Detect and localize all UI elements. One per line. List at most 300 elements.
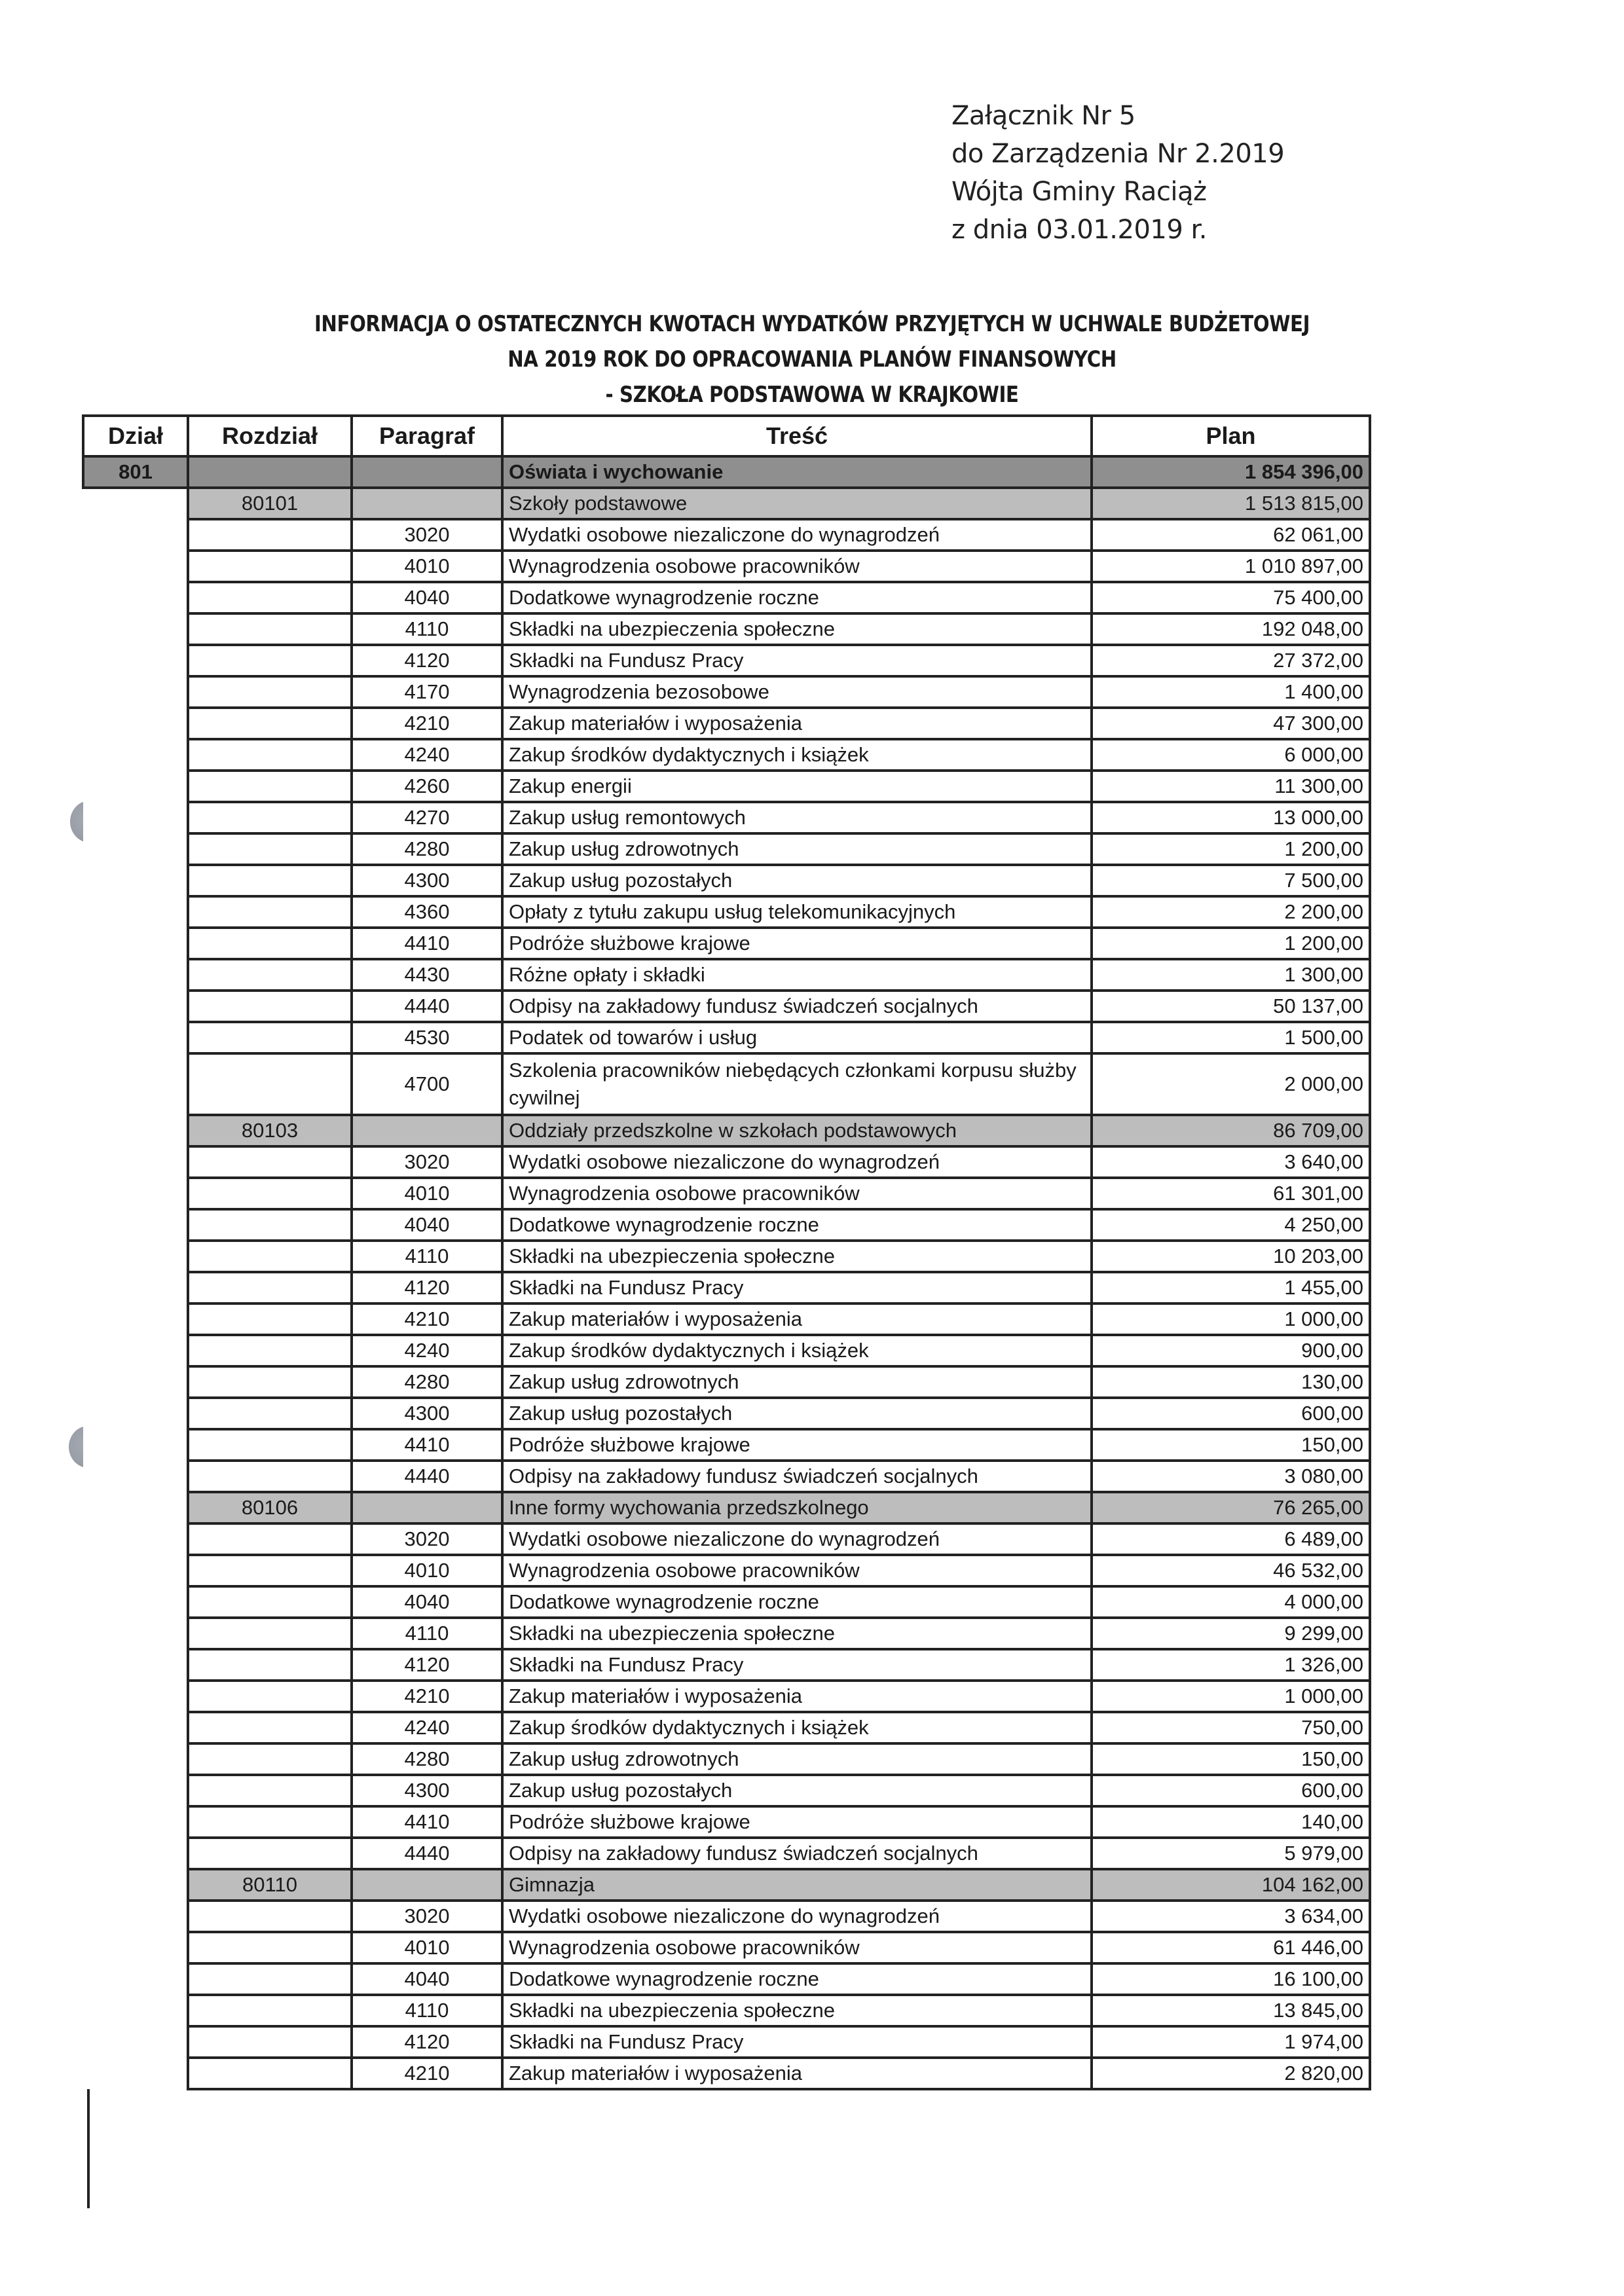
table-row bbox=[83, 1775, 1370, 1806]
paragraf-description: Podróże służbowe krajowe bbox=[502, 928, 1092, 959]
table-row bbox=[83, 2026, 1370, 2058]
empty-cell bbox=[83, 896, 188, 928]
paragraf-plan: 4 000,00 bbox=[1092, 1586, 1370, 1618]
empty-cell bbox=[188, 1743, 352, 1775]
rozdzial-name: Oddziały przedszkolne w szkołach podstawowych bbox=[502, 1115, 1092, 1146]
empty-cell bbox=[188, 1649, 352, 1681]
paragraf-code: 3020 bbox=[352, 1901, 502, 1932]
header-plan: Plan bbox=[1092, 416, 1370, 456]
empty-cell bbox=[83, 1555, 188, 1586]
header-rozdzial: Rozdział bbox=[188, 416, 352, 456]
table-row bbox=[83, 833, 1370, 865]
empty-cell bbox=[188, 1429, 352, 1461]
empty-cell bbox=[83, 1586, 188, 1618]
paragraf-plan: 27 372,00 bbox=[1092, 645, 1370, 676]
annex-date: z dnia 03.01.2019 r. bbox=[951, 215, 1208, 245]
empty-cell bbox=[188, 519, 352, 551]
empty-cell bbox=[83, 1712, 188, 1743]
table-row bbox=[83, 1901, 1370, 1932]
empty-cell bbox=[188, 1806, 352, 1838]
paragraf-code: 4360 bbox=[352, 896, 502, 928]
title-line-1: INFORMACJA O OSTATECZNYCH KWOTACH WYDATKÓW PRZYJĘTYCH W UCHWALE BUDŻETOWEJ bbox=[314, 311, 1310, 337]
table-row bbox=[83, 1932, 1370, 1963]
paragraf-code: 3020 bbox=[352, 1523, 502, 1555]
paragraf-plan: 75 400,00 bbox=[1092, 582, 1370, 613]
empty-cell bbox=[188, 802, 352, 833]
paragraf-plan: 150,00 bbox=[1092, 1743, 1370, 1775]
paragraf-code: 4040 bbox=[352, 1963, 502, 1995]
paragraf-description: Zakup materiałów i wyposażenia bbox=[502, 2058, 1092, 2089]
empty-cell bbox=[188, 1398, 352, 1429]
paragraf-description: Składki na ubezpieczenia społeczne bbox=[502, 1241, 1092, 1272]
empty-cell bbox=[83, 582, 188, 613]
paragraf-plan: 46 532,00 bbox=[1092, 1555, 1370, 1586]
paragraf-code: 4280 bbox=[352, 1366, 502, 1398]
empty-cell bbox=[188, 1681, 352, 1712]
table-row bbox=[83, 1366, 1370, 1398]
paragraf-description: Odpisy na zakładowy fundusz świadczeń socjalnych bbox=[502, 1461, 1092, 1492]
empty-cell bbox=[83, 1429, 188, 1461]
rozdzial-code: 80103 bbox=[188, 1115, 352, 1146]
empty-cell bbox=[83, 1461, 188, 1492]
paragraf-code: 3020 bbox=[352, 519, 502, 551]
paragraf-plan: 16 100,00 bbox=[1092, 1963, 1370, 1995]
paragraf-plan: 3 080,00 bbox=[1092, 1461, 1370, 1492]
paragraf-description: Wynagrodzenia osobowe pracowników bbox=[502, 551, 1092, 582]
table-row bbox=[83, 1209, 1370, 1241]
annex-order: do Zarządzenia Nr 2.2019 bbox=[951, 139, 1285, 169]
table-row bbox=[83, 1523, 1370, 1555]
table-row bbox=[83, 1963, 1370, 1995]
empty-cell bbox=[188, 582, 352, 613]
table-row bbox=[83, 959, 1370, 991]
table-row bbox=[83, 1995, 1370, 2026]
paragraf-plan: 11 300,00 bbox=[1092, 771, 1370, 802]
paragraf-plan: 1 300,00 bbox=[1092, 959, 1370, 991]
empty-cell bbox=[83, 833, 188, 865]
paragraf-code: 4120 bbox=[352, 645, 502, 676]
paragraf-description: Zakup usług pozostałych bbox=[502, 1398, 1092, 1429]
empty-cell bbox=[83, 708, 188, 739]
paragraf-plan: 130,00 bbox=[1092, 1366, 1370, 1398]
empty-cell bbox=[83, 1398, 188, 1429]
paragraf-plan: 50 137,00 bbox=[1092, 991, 1370, 1022]
empty-cell bbox=[188, 1461, 352, 1492]
empty-cell bbox=[83, 1743, 188, 1775]
empty-cell bbox=[83, 2058, 188, 2089]
rozdzial-row bbox=[83, 488, 1370, 519]
rozdzial-row bbox=[83, 1869, 1370, 1901]
paragraf-code: 4300 bbox=[352, 1775, 502, 1806]
table-row bbox=[83, 1712, 1370, 1743]
empty-cell bbox=[188, 1963, 352, 1995]
empty-cell bbox=[188, 1178, 352, 1209]
table-row bbox=[83, 2058, 1370, 2089]
paragraf-plan: 6 000,00 bbox=[1092, 739, 1370, 771]
paragraf-plan: 1 455,00 bbox=[1092, 1272, 1370, 1303]
empty-cell bbox=[83, 676, 188, 708]
paragraf-plan: 13 845,00 bbox=[1092, 1995, 1370, 2026]
empty-cell bbox=[188, 1712, 352, 1743]
empty-cell bbox=[83, 1995, 188, 2026]
table-row bbox=[83, 896, 1370, 928]
table-row bbox=[83, 551, 1370, 582]
empty-cell bbox=[83, 1901, 188, 1932]
paragraf-description: Dodatkowe wynagrodzenie roczne bbox=[502, 582, 1092, 613]
paragraf-description: Wydatki osobowe niezaliczone do wynagrodzeń bbox=[502, 1523, 1092, 1555]
empty-cell bbox=[83, 1209, 188, 1241]
paragraf-code: 4280 bbox=[352, 833, 502, 865]
empty-cell bbox=[83, 1649, 188, 1681]
empty-cell bbox=[188, 1146, 352, 1178]
paragraf-plan: 150,00 bbox=[1092, 1429, 1370, 1461]
empty-cell bbox=[83, 1115, 188, 1146]
paragraf-description: Składki na Fundusz Pracy bbox=[502, 1649, 1092, 1681]
title-line-3: - SZKOŁA PODSTAWOWA W KRAJKOWIE bbox=[605, 382, 1019, 408]
paragraf-code: 4210 bbox=[352, 1681, 502, 1712]
empty-cell bbox=[83, 613, 188, 645]
paragraf-description: Zakup usług zdrowotnych bbox=[502, 1366, 1092, 1398]
paragraf-description: Odpisy na zakładowy fundusz świadczeń socjalnych bbox=[502, 991, 1092, 1022]
paragraf-description: Odpisy na zakładowy fundusz świadczeń socjalnych bbox=[502, 1838, 1092, 1869]
paragraf-description: Dodatkowe wynagrodzenie roczne bbox=[502, 1209, 1092, 1241]
table-row bbox=[83, 1303, 1370, 1335]
dzial-name: Oświata i wychowanie bbox=[502, 456, 1092, 488]
empty-cell bbox=[83, 1022, 188, 1053]
empty-cell bbox=[188, 1209, 352, 1241]
empty-cell bbox=[83, 519, 188, 551]
paragraf-description: Zakup usług pozostałych bbox=[502, 865, 1092, 896]
table-row bbox=[83, 1649, 1370, 1681]
paragraf-code: 4210 bbox=[352, 708, 502, 739]
table-row bbox=[83, 708, 1370, 739]
empty-cell bbox=[83, 1806, 188, 1838]
paragraf-code: 4440 bbox=[352, 1838, 502, 1869]
paragraf-code: 4300 bbox=[352, 1398, 502, 1429]
paragraf-plan: 4 250,00 bbox=[1092, 1209, 1370, 1241]
annex-reference bbox=[951, 97, 1284, 249]
rozdzial-row bbox=[83, 1115, 1370, 1146]
paragraf-code: 4110 bbox=[352, 1995, 502, 2026]
empty-cell bbox=[83, 1932, 188, 1963]
paragraf-code: 4430 bbox=[352, 959, 502, 991]
paragraf-description: Wydatki osobowe niezaliczone do wynagrodzeń bbox=[502, 1146, 1092, 1178]
paragraf-code: 4040 bbox=[352, 582, 502, 613]
empty-cell bbox=[83, 488, 188, 519]
paragraf-code: 4010 bbox=[352, 551, 502, 582]
rozdzial-plan: 1 513 815,00 bbox=[1092, 488, 1370, 519]
table-header-row bbox=[83, 416, 1370, 456]
rozdzial-name: Inne formy wychowania przedszkolnego bbox=[502, 1492, 1092, 1523]
paragraf-plan: 1 400,00 bbox=[1092, 676, 1370, 708]
paragraf-code: 4280 bbox=[352, 1743, 502, 1775]
empty-cell bbox=[188, 1932, 352, 1963]
paragraf-plan: 1 326,00 bbox=[1092, 1649, 1370, 1681]
empty-cell bbox=[352, 1115, 502, 1146]
table-row bbox=[83, 676, 1370, 708]
empty-cell bbox=[188, 833, 352, 865]
empty-cell bbox=[83, 1618, 188, 1649]
paragraf-code: 4260 bbox=[352, 771, 502, 802]
paragraf-plan: 1 200,00 bbox=[1092, 833, 1370, 865]
table-row bbox=[83, 1555, 1370, 1586]
empty-cell bbox=[83, 645, 188, 676]
empty-cell bbox=[83, 1492, 188, 1523]
empty-cell bbox=[188, 1775, 352, 1806]
paragraf-plan: 3 640,00 bbox=[1092, 1146, 1370, 1178]
empty-cell bbox=[83, 1838, 188, 1869]
paragraf-code: 4010 bbox=[352, 1932, 502, 1963]
table-row bbox=[83, 1178, 1370, 1209]
paragraf-plan: 1 500,00 bbox=[1092, 1022, 1370, 1053]
paragraf-code: 4210 bbox=[352, 1303, 502, 1335]
paragraf-description: Zakup usług remontowych bbox=[502, 802, 1092, 833]
rozdzial-plan: 76 265,00 bbox=[1092, 1492, 1370, 1523]
rozdzial-code: 80106 bbox=[188, 1492, 352, 1523]
empty-cell bbox=[83, 1869, 188, 1901]
empty-cell bbox=[83, 1335, 188, 1366]
empty-cell bbox=[188, 708, 352, 739]
paragraf-description: Wynagrodzenia bezosobowe bbox=[502, 676, 1092, 708]
paragraf-code: 4440 bbox=[352, 1461, 502, 1492]
empty-cell bbox=[83, 928, 188, 959]
paragraf-description: Składki na ubezpieczenia społeczne bbox=[502, 1618, 1092, 1649]
table-row bbox=[83, 1838, 1370, 1869]
paragraf-description: Składki na Fundusz Pracy bbox=[502, 1272, 1092, 1303]
table-row bbox=[83, 1241, 1370, 1272]
dzial-code: 801 bbox=[83, 456, 188, 488]
header-paragraf: Paragraf bbox=[352, 416, 502, 456]
paragraf-plan: 5 979,00 bbox=[1092, 1838, 1370, 1869]
table-row bbox=[83, 1272, 1370, 1303]
empty-cell bbox=[188, 1523, 352, 1555]
paragraf-description: Szkolenia pracowników niebędących członkami korpusu służby cywilnej bbox=[502, 1053, 1092, 1115]
paragraf-description: Zakup środków dydaktycznych i książek bbox=[502, 1712, 1092, 1743]
paragraf-description: Dodatkowe wynagrodzenie roczne bbox=[502, 1963, 1092, 1995]
paragraf-plan: 140,00 bbox=[1092, 1806, 1370, 1838]
empty-cell bbox=[352, 1492, 502, 1523]
empty-cell bbox=[188, 613, 352, 645]
table-row bbox=[83, 928, 1370, 959]
empty-cell bbox=[83, 1241, 188, 1272]
paragraf-plan: 13 000,00 bbox=[1092, 802, 1370, 833]
table-row bbox=[83, 1053, 1370, 1115]
empty-cell bbox=[188, 771, 352, 802]
empty-cell bbox=[188, 1838, 352, 1869]
table-row bbox=[83, 1461, 1370, 1492]
paragraf-plan: 2 200,00 bbox=[1092, 896, 1370, 928]
empty-cell bbox=[188, 1995, 352, 2026]
header-tresc: Treść bbox=[502, 416, 1092, 456]
table-row bbox=[83, 1743, 1370, 1775]
paragraf-description: Podatek od towarów i usług bbox=[502, 1022, 1092, 1053]
empty-cell bbox=[188, 551, 352, 582]
empty-cell bbox=[188, 865, 352, 896]
empty-cell bbox=[188, 1555, 352, 1586]
table-row bbox=[83, 865, 1370, 896]
empty-cell bbox=[83, 771, 188, 802]
annex-number: Załącznik Nr 5 bbox=[951, 101, 1135, 131]
empty-cell bbox=[188, 2058, 352, 2089]
rozdzial-name: Gimnazja bbox=[502, 1869, 1092, 1901]
paragraf-code: 4240 bbox=[352, 739, 502, 771]
paragraf-plan: 2 820,00 bbox=[1092, 2058, 1370, 2089]
table-row bbox=[83, 1681, 1370, 1712]
table-row bbox=[83, 1022, 1370, 1053]
paragraf-code: 4440 bbox=[352, 991, 502, 1022]
paragraf-code: 4240 bbox=[352, 1335, 502, 1366]
empty-cell bbox=[188, 1241, 352, 1272]
empty-cell bbox=[188, 1272, 352, 1303]
header-dzial: Dział bbox=[83, 416, 188, 456]
empty-cell bbox=[83, 1963, 188, 1995]
paragraf-description: Zakup środków dydaktycznych i książek bbox=[502, 739, 1092, 771]
paragraf-description: Wynagrodzenia osobowe pracowników bbox=[502, 1178, 1092, 1209]
paragraf-code: 4110 bbox=[352, 1241, 502, 1272]
paragraf-code: 4270 bbox=[352, 802, 502, 833]
empty-cell bbox=[83, 1146, 188, 1178]
paragraf-code: 4410 bbox=[352, 1429, 502, 1461]
rozdzial-name: Szkoły podstawowe bbox=[502, 488, 1092, 519]
paragraf-code: 4110 bbox=[352, 613, 502, 645]
paragraf-plan: 3 634,00 bbox=[1092, 1901, 1370, 1932]
paragraf-description: Wydatki osobowe niezaliczone do wynagrodzeń bbox=[502, 519, 1092, 551]
table-row bbox=[83, 519, 1370, 551]
empty-cell bbox=[188, 991, 352, 1022]
empty-cell bbox=[83, 959, 188, 991]
table-row bbox=[83, 613, 1370, 645]
paragraf-description: Zakup energii bbox=[502, 771, 1092, 802]
paragraf-plan: 1 000,00 bbox=[1092, 1681, 1370, 1712]
empty-cell bbox=[188, 645, 352, 676]
paragraf-plan: 600,00 bbox=[1092, 1398, 1370, 1429]
paragraf-plan: 10 203,00 bbox=[1092, 1241, 1370, 1272]
paragraf-description: Wynagrodzenia osobowe pracowników bbox=[502, 1555, 1092, 1586]
empty-cell bbox=[188, 739, 352, 771]
paragraf-plan: 600,00 bbox=[1092, 1775, 1370, 1806]
rozdzial-row bbox=[83, 1492, 1370, 1523]
paragraf-code: 4120 bbox=[352, 1649, 502, 1681]
paragraf-plan: 1 200,00 bbox=[1092, 928, 1370, 959]
empty-cell bbox=[83, 802, 188, 833]
paragraf-code: 4110 bbox=[352, 1618, 502, 1649]
paragraf-code: 4530 bbox=[352, 1022, 502, 1053]
empty-cell bbox=[83, 1366, 188, 1398]
empty-cell bbox=[352, 1869, 502, 1901]
rozdzial-code: 80110 bbox=[188, 1869, 352, 1901]
empty-cell bbox=[83, 1272, 188, 1303]
paragraf-plan: 7 500,00 bbox=[1092, 865, 1370, 896]
empty-cell bbox=[188, 456, 352, 488]
paragraf-code: 4700 bbox=[352, 1053, 502, 1115]
empty-cell bbox=[188, 1335, 352, 1366]
table-row bbox=[83, 1398, 1370, 1429]
paragraf-description: Zakup środków dydaktycznych i książek bbox=[502, 1335, 1092, 1366]
empty-cell bbox=[188, 676, 352, 708]
annex-issuer: Wójta Gminy Raciąż bbox=[951, 177, 1207, 207]
empty-cell bbox=[83, 551, 188, 582]
paragraf-code: 4040 bbox=[352, 1586, 502, 1618]
empty-cell bbox=[188, 959, 352, 991]
paragraf-plan: 6 489,00 bbox=[1092, 1523, 1370, 1555]
paragraf-plan: 61 446,00 bbox=[1092, 1932, 1370, 1963]
paragraf-description: Składki na Fundusz Pracy bbox=[502, 2026, 1092, 2058]
table-row bbox=[83, 1586, 1370, 1618]
empty-cell bbox=[188, 896, 352, 928]
paragraf-plan: 2 000,00 bbox=[1092, 1053, 1370, 1115]
empty-cell bbox=[83, 1523, 188, 1555]
paragraf-code: 4300 bbox=[352, 865, 502, 896]
rozdzial-plan: 104 162,00 bbox=[1092, 1869, 1370, 1901]
empty-cell bbox=[83, 2026, 188, 2058]
paragraf-code: 4240 bbox=[352, 1712, 502, 1743]
paragraf-code: 4010 bbox=[352, 1178, 502, 1209]
document-title bbox=[0, 306, 1624, 412]
paragraf-code: 4120 bbox=[352, 1272, 502, 1303]
paragraf-plan: 1 010 897,00 bbox=[1092, 551, 1370, 582]
table-row bbox=[83, 1335, 1370, 1366]
rozdzial-plan: 86 709,00 bbox=[1092, 1115, 1370, 1146]
empty-cell bbox=[83, 1681, 188, 1712]
empty-cell bbox=[188, 1053, 352, 1115]
paragraf-code: 4210 bbox=[352, 2058, 502, 2089]
paragraf-plan: 1 000,00 bbox=[1092, 1303, 1370, 1335]
empty-cell bbox=[83, 1775, 188, 1806]
empty-cell bbox=[188, 2026, 352, 2058]
table-row bbox=[83, 645, 1370, 676]
paragraf-plan: 62 061,00 bbox=[1092, 519, 1370, 551]
paragraf-description: Wydatki osobowe niezaliczone do wynagrodzeń bbox=[502, 1901, 1092, 1932]
paragraf-description: Zakup usług pozostałych bbox=[502, 1775, 1092, 1806]
empty-cell bbox=[188, 1022, 352, 1053]
paragraf-description: Zakup usług zdrowotnych bbox=[502, 833, 1092, 865]
dzial-row bbox=[83, 456, 1370, 488]
empty-cell bbox=[83, 1303, 188, 1335]
table-row bbox=[83, 739, 1370, 771]
paragraf-code: 4120 bbox=[352, 2026, 502, 2058]
empty-cell bbox=[83, 1178, 188, 1209]
empty-cell bbox=[83, 1053, 188, 1115]
paragraf-description: Wynagrodzenia osobowe pracowników bbox=[502, 1932, 1092, 1963]
empty-cell bbox=[188, 1901, 352, 1932]
empty-cell bbox=[83, 865, 188, 896]
paragraf-description: Zakup materiałów i wyposażenia bbox=[502, 708, 1092, 739]
paragraf-description: Zakup materiałów i wyposażenia bbox=[502, 1303, 1092, 1335]
empty-cell bbox=[188, 1366, 352, 1398]
budget-table bbox=[82, 414, 1371, 2090]
paragraf-code: 3020 bbox=[352, 1146, 502, 1178]
dzial-plan: 1 854 396,00 bbox=[1092, 456, 1370, 488]
empty-cell bbox=[83, 991, 188, 1022]
paragraf-description: Składki na ubezpieczenia społeczne bbox=[502, 1995, 1092, 2026]
empty-cell bbox=[83, 739, 188, 771]
empty-cell bbox=[188, 1618, 352, 1649]
table-row bbox=[83, 1806, 1370, 1838]
paragraf-description: Zakup usług zdrowotnych bbox=[502, 1743, 1092, 1775]
table-row bbox=[83, 1618, 1370, 1649]
rozdzial-code: 80101 bbox=[188, 488, 352, 519]
paragraf-code: 4410 bbox=[352, 1806, 502, 1838]
empty-cell bbox=[352, 456, 502, 488]
paragraf-code: 4040 bbox=[352, 1209, 502, 1241]
paragraf-description: Dodatkowe wynagrodzenie roczne bbox=[502, 1586, 1092, 1618]
paragraf-plan: 61 301,00 bbox=[1092, 1178, 1370, 1209]
empty-cell bbox=[188, 928, 352, 959]
table-row bbox=[83, 1146, 1370, 1178]
paragraf-code: 4170 bbox=[352, 676, 502, 708]
paragraf-code: 4410 bbox=[352, 928, 502, 959]
paragraf-description: Składki na Fundusz Pracy bbox=[502, 645, 1092, 676]
